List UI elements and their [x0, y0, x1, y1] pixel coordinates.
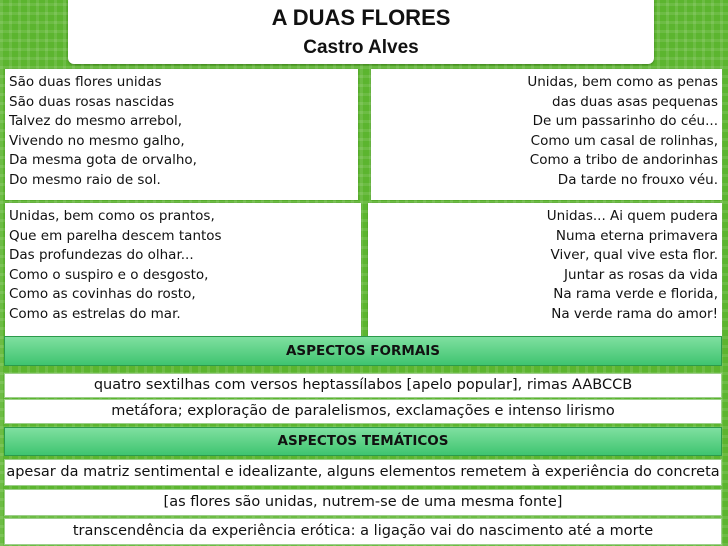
verse-line: Como a tribo de andorinhas — [529, 152, 718, 168]
verse-line: Vivendo no mesmo galho, — [9, 132, 185, 149]
verse-line: das duas asas pequenas — [552, 93, 718, 110]
verse-line: Como o suspiro e o desgosto, — [9, 266, 209, 283]
verse-line: Como as covinhas do rosto, — [9, 286, 196, 302]
verse-line: Talvez do mesmo arrebol, — [9, 113, 183, 129]
verse-line: Na rama verde e florida, — [553, 286, 718, 302]
verse-line: São duas rosas nascidas — [9, 93, 175, 110]
formal-item: quatro sextilhas com versos heptassílabos [apelo popular], rimas AABCCB — [4, 373, 722, 398]
verse-line: Viver, qual vive esta flor. — [550, 247, 718, 263]
stanza-3 — [5, 203, 361, 356]
thematic-item: apesar da matriz sentimental e idealizante, alguns elementos remetem à experiência do concreta — [4, 459, 722, 486]
formal-item: metáfora; exploração de paralelismos, exclamações e intenso lirismo — [4, 399, 722, 424]
stanza-4 — [368, 203, 722, 356]
verse-line: Da tarde no frouxo véu. — [557, 171, 718, 188]
stanza-1 — [5, 69, 358, 200]
verse-line: São duas flores unidas — [9, 74, 162, 90]
verse-line: Como um casal de rolinhas, — [530, 132, 718, 149]
verse-line: Que em parelha descem tantos — [9, 227, 222, 244]
verse-line: Na verde rama do amor! — [551, 305, 718, 322]
verse-line: Unidas, bem como os prantos, — [9, 208, 215, 224]
title-panel — [68, 0, 654, 64]
thematic-aspects-header: ASPECTOS TEMÁTICOS — [4, 427, 722, 456]
stanza-2 — [371, 69, 722, 200]
verse-line: Do mesmo raio de sol. — [9, 171, 161, 188]
verse-line: Unidas... Ai quem pudera — [546, 208, 718, 224]
poem-title: A DUAS FLORES — [271, 5, 451, 30]
verse-line: Como as estrelas do mar. — [9, 305, 181, 322]
verse-line: Unidas, bem como as penas — [527, 74, 718, 90]
verse-line: Numa eterna primavera — [555, 227, 718, 244]
poem-author: Castro Alves — [303, 37, 419, 58]
verse-line: Das profundezas do olhar... — [9, 247, 194, 263]
verse-line: Juntar as rosas da vida — [564, 266, 718, 283]
verse-line: Da mesma gota de orvalho, — [9, 152, 197, 168]
verse-line: De um passarinho do céu... — [532, 113, 718, 129]
formal-aspects-header: ASPECTOS FORMAIS — [4, 336, 722, 366]
thematic-item: [as flores são unidas, nutrem-se de uma mesma fonte] — [4, 489, 722, 516]
thematic-item: transcendência da experiência erótica: a ligação vai do nascimento até a morte — [4, 518, 722, 545]
